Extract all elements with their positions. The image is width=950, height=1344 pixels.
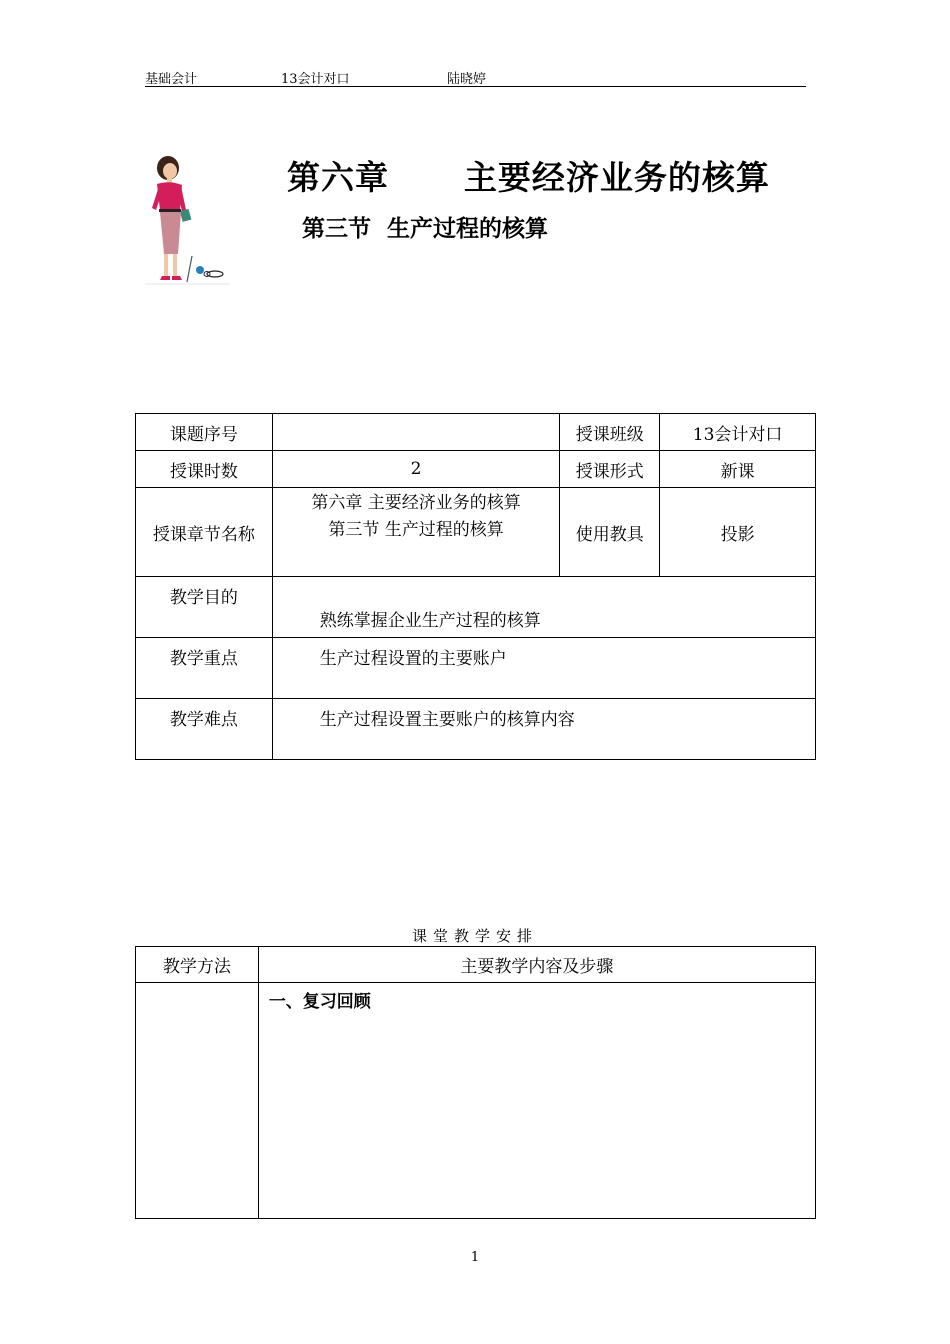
table-row bbox=[136, 699, 816, 760]
table-row bbox=[136, 414, 816, 451]
content-header: 主要教学内容及步骤 bbox=[258, 947, 815, 983]
form-value: 新课 bbox=[660, 451, 816, 488]
key-value: 生产过程设置的主要账户 bbox=[272, 638, 815, 699]
topic-no-label: 课题序号 bbox=[136, 414, 273, 451]
lesson-info-table bbox=[135, 413, 816, 760]
table-row bbox=[136, 983, 816, 1219]
hours-label: 授课时数 bbox=[136, 451, 273, 488]
method-header: 教学方法 bbox=[136, 947, 259, 983]
difficulty-label: 教学难点 bbox=[136, 699, 273, 760]
table-row bbox=[136, 451, 816, 488]
chapter-value bbox=[272, 488, 560, 577]
table-row bbox=[136, 577, 816, 638]
method-cell bbox=[136, 983, 259, 1219]
page-number: 1 bbox=[470, 1250, 480, 1265]
difficulty-value: 生产过程设置主要账户的核算内容 bbox=[272, 699, 815, 760]
teacher-illustration bbox=[140, 152, 235, 290]
table-row bbox=[136, 947, 816, 983]
chapter-label: 授课章节名称 bbox=[136, 488, 273, 577]
goal-value: 熟练掌握企业生产过程的核算 bbox=[272, 577, 815, 638]
form-label: 授课形式 bbox=[560, 451, 660, 488]
tools-value: 投影 bbox=[660, 488, 816, 577]
header-class: 13会计对口 bbox=[281, 72, 350, 87]
topic-no-value bbox=[272, 414, 560, 451]
key-label: 教学重点 bbox=[136, 638, 273, 699]
chapter-value-line-2: 第三节 生产过程的核算 bbox=[328, 520, 504, 540]
section-title: 第三节 生产过程的核算 bbox=[302, 216, 549, 242]
header-author: 陆晓婷 bbox=[447, 72, 487, 87]
content-first-item: 一、复习回顾 bbox=[258, 983, 815, 1219]
class-value: 13会计对口 bbox=[660, 414, 816, 451]
table-row bbox=[136, 638, 816, 699]
chapter-value-line-1: 第六章 主要经济业务的核算 bbox=[311, 493, 521, 513]
class-label: 授课班级 bbox=[560, 414, 660, 451]
arrangement-title: 课堂教学安排 bbox=[411, 927, 538, 945]
table-row bbox=[136, 488, 816, 577]
header-course: 基础会计 bbox=[145, 72, 198, 87]
chapter-title: 第六章 主要经济业务的核算 bbox=[287, 158, 770, 197]
arrangement-table bbox=[135, 946, 816, 1219]
tools-label: 使用教具 bbox=[560, 488, 660, 577]
page-header bbox=[145, 66, 806, 87]
goal-label: 教学目的 bbox=[136, 577, 273, 638]
hours-value: 2 bbox=[272, 451, 560, 488]
